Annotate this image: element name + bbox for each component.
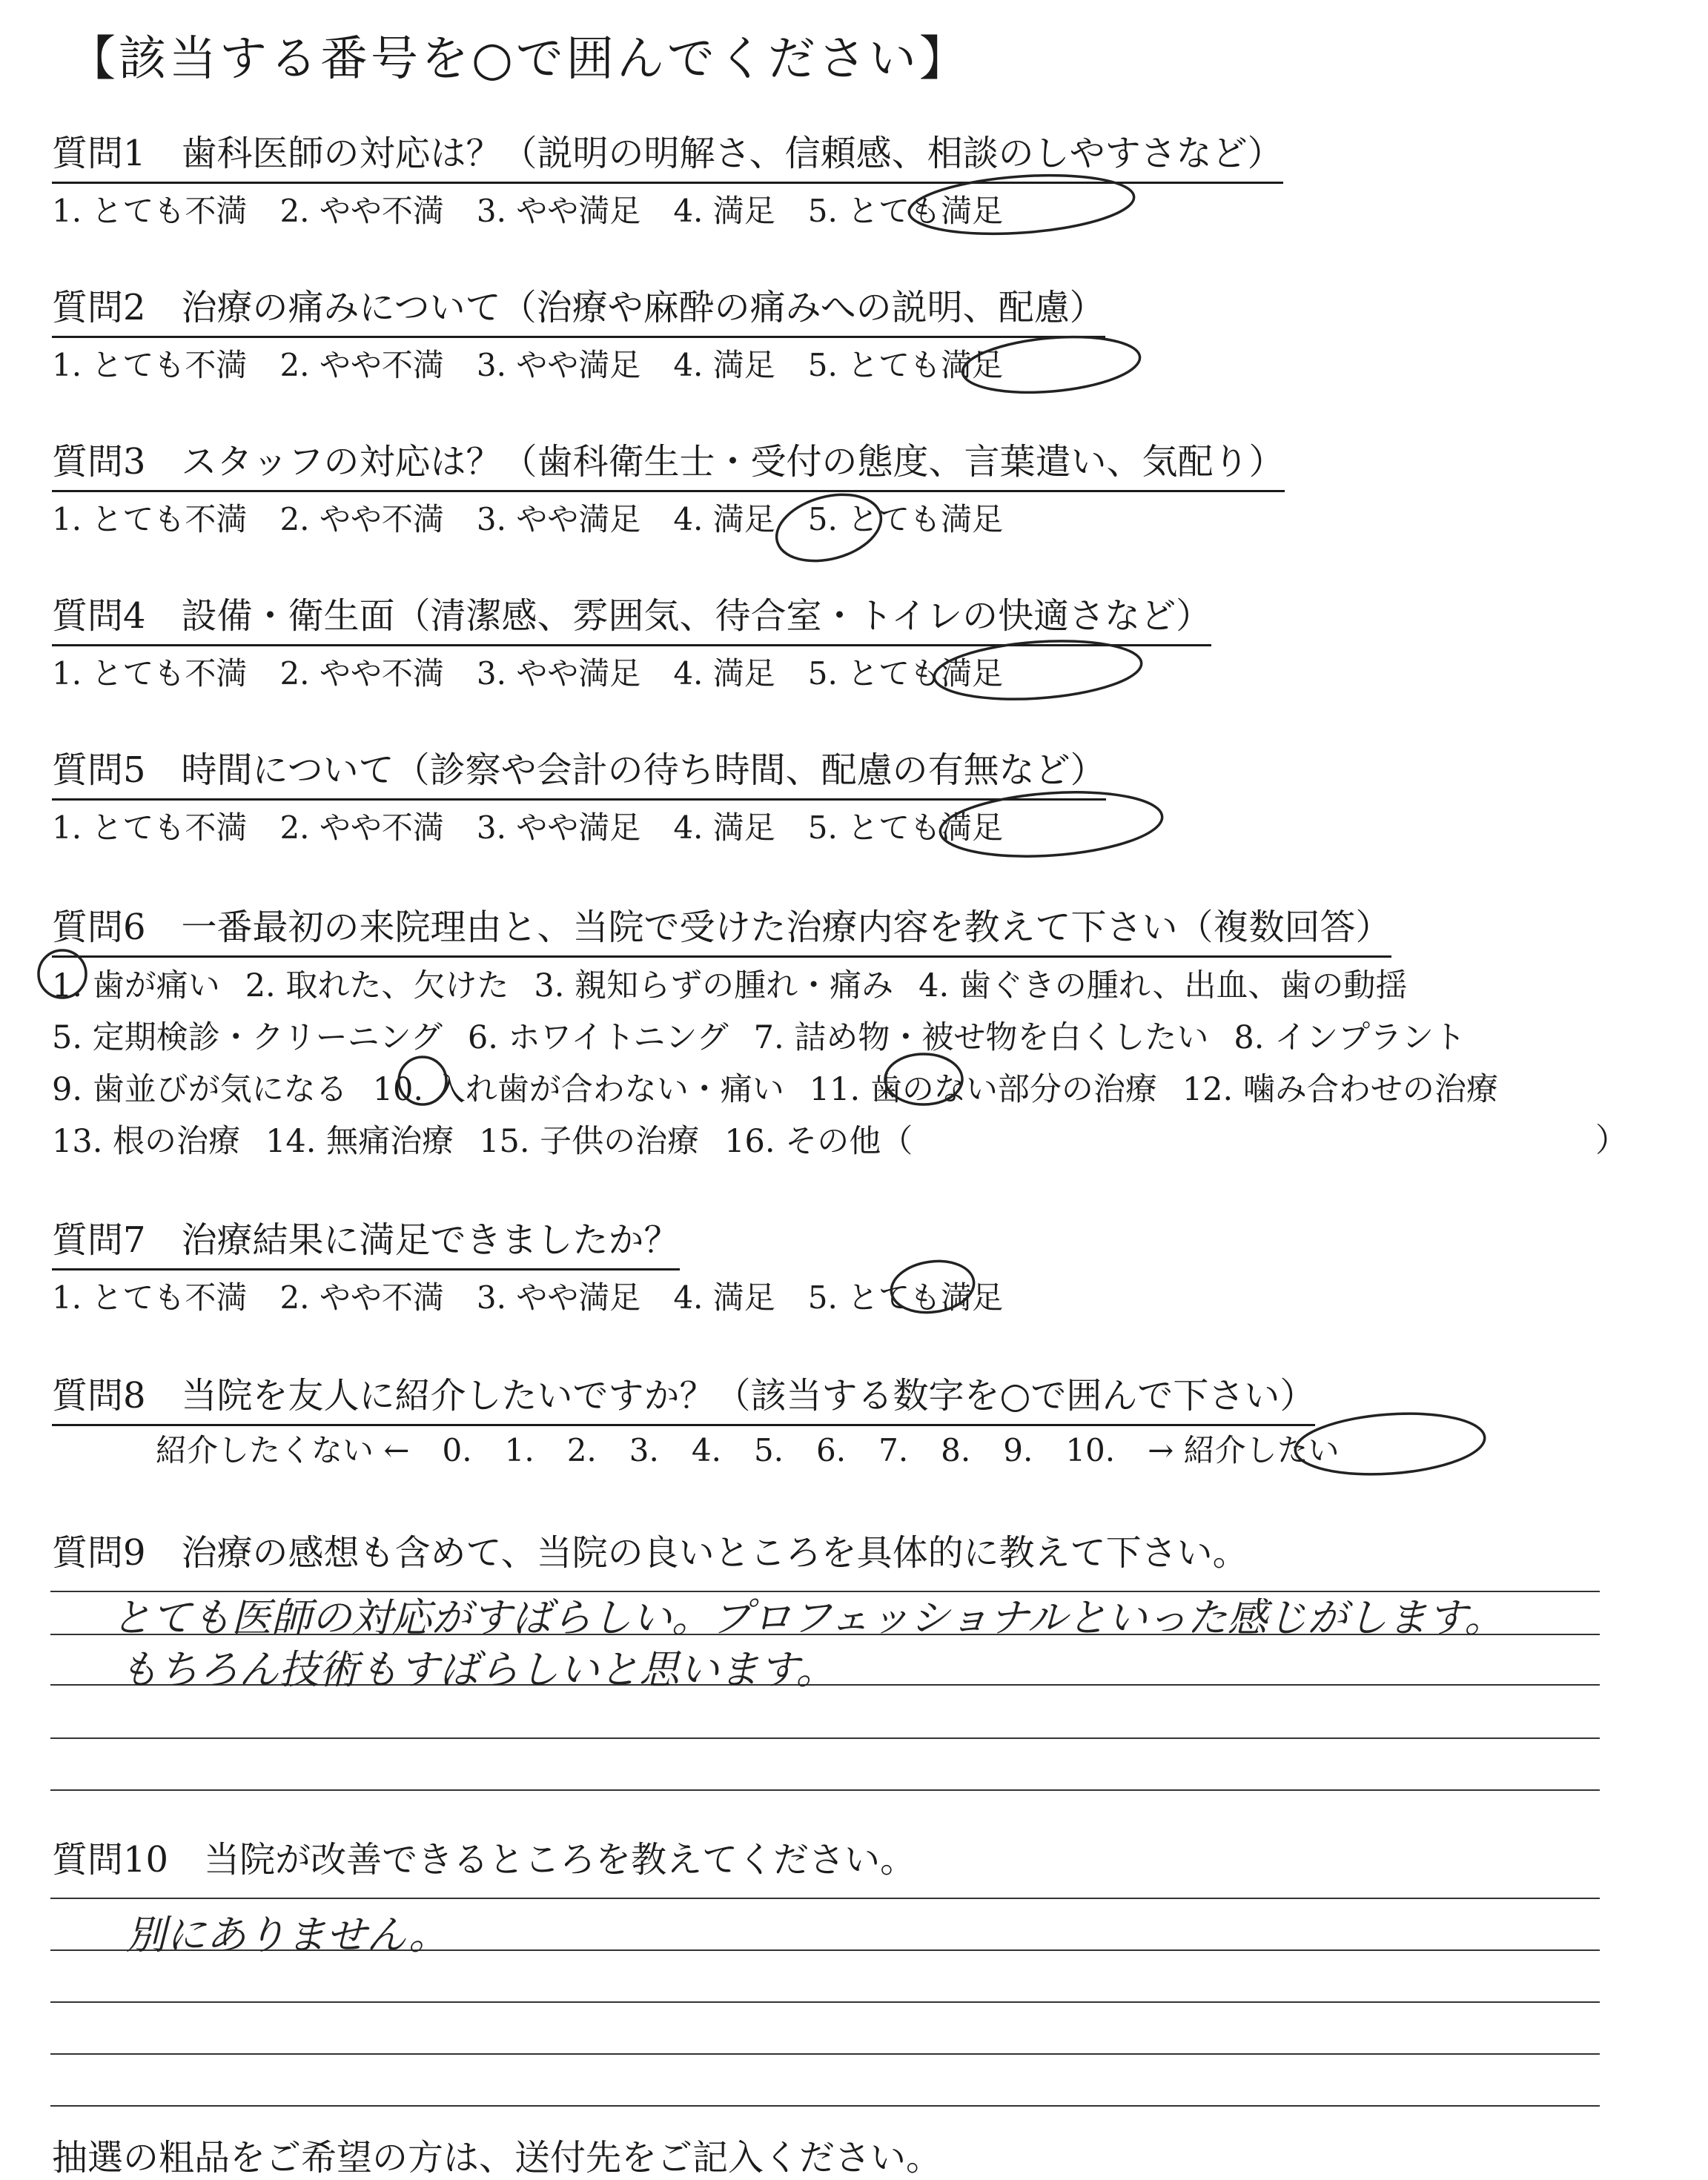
q6-option-14[interactable]: 14. 無痛治療: [265, 1123, 454, 1160]
question-3-title: 質問3 スタッフの対応は？（歯科衛生士・受付の態度、言葉遣い、気配り）: [52, 433, 1285, 492]
q8-score-3[interactable]: 3.: [629, 1432, 659, 1468]
q6-option-7[interactable]: 7. 詰め物・被せ物を白くしたい: [753, 1019, 1209, 1056]
question-2-title: 質問2 治療の痛みについて（治療や麻酔の痛みへの説明、配慮）: [52, 279, 1105, 338]
question-8-title: 質問8 当院を友人に紹介したいですか？（該当する数字を○で囲んで下さい）: [52, 1367, 1315, 1426]
q1-option-1[interactable]: 1. とても不満: [52, 193, 248, 229]
q6-option-8[interactable]: 8. インプラント: [1234, 1019, 1466, 1056]
q10-handwritten-answer[interactable]: 別にありません。: [126, 1912, 449, 1958]
q6-option-11[interactable]: 11. 歯のない部分の治療: [809, 1071, 1157, 1108]
q8-score-0[interactable]: 0.: [442, 1432, 472, 1468]
q5-option-3[interactable]: 3. やや満足: [476, 809, 641, 846]
q6-option-4[interactable]: 4. 歯ぐきの腫れ、出血、歯の動揺: [918, 967, 1408, 1004]
q1-option-4[interactable]: 4. 満足: [673, 193, 775, 229]
answer-line: [50, 2053, 1600, 2055]
answer-line: [50, 1737, 1600, 1739]
question-2-options: [52, 341, 1036, 385]
question-9-title: 質問9 治療の感想も含めて、当院の良いところを具体的に教えて下さい。: [52, 1532, 1248, 1574]
question-6-row-2: [52, 1013, 1491, 1058]
question-6-row-3: [52, 1064, 1523, 1110]
q1-option-3[interactable]: 3. やや満足: [476, 193, 641, 229]
q4-option-4[interactable]: 4. 満足: [673, 655, 775, 692]
q8-score-8[interactable]: 8.: [941, 1432, 971, 1468]
q4-option-3[interactable]: 3. やや満足: [476, 655, 641, 692]
q6-option-1[interactable]: 1. 歯が痛い: [52, 967, 220, 1004]
question-1-title: 質問1 歯科医師の対応は？（説明の明解さ、信頼感、相談のしやすさなど）: [52, 125, 1283, 184]
q8-score-5[interactable]: 5.: [753, 1432, 784, 1468]
q4-option-2[interactable]: 2. やや不満: [279, 655, 444, 692]
q9-handwritten-answer-2[interactable]: もちろん技術もすばらしいと思います。: [119, 1646, 836, 1693]
question-7-options: [52, 1273, 1036, 1318]
q7-option-1[interactable]: 1. とても不満: [52, 1279, 248, 1316]
q4-option-5[interactable]: 5. とても満足: [807, 655, 1004, 692]
q8-right-label[interactable]: → 紹介したい: [1148, 1432, 1340, 1468]
q3-option-5[interactable]: 5. とても満足: [807, 501, 1004, 537]
q6-option-6[interactable]: 6. ホワイトニング: [467, 1019, 729, 1056]
q6-other-close-paren: ）: [1595, 1122, 1628, 1159]
q9-handwritten-answer-1[interactable]: とても医師の対応がすばらしい。プロフェッショナルといった感じがします。: [111, 1594, 1505, 1641]
q3-option-1[interactable]: 1. とても不満: [52, 501, 248, 537]
q7-option-5[interactable]: 5. とても満足: [807, 1279, 1004, 1316]
footer-note: 抽選の粗品をご希望の方は、送付先をご記入ください。: [52, 2137, 942, 2179]
question-6-title: 質問6 一番最初の来院理由と、当院で受けた治療内容を教えて下さい（複数回答）: [52, 898, 1391, 958]
q1-option-2[interactable]: 2. やや不満: [279, 193, 444, 229]
q2-option-3[interactable]: 3. やや満足: [476, 347, 641, 383]
q2-option-2[interactable]: 2. やや不満: [279, 347, 444, 383]
q6-option-13[interactable]: 13. 根の治療: [52, 1123, 241, 1160]
q6-option-12[interactable]: 12. 噛み合わせの治療: [1182, 1071, 1498, 1108]
q8-score-6[interactable]: 6.: [816, 1432, 847, 1468]
question-1-options: [52, 187, 1036, 231]
q5-option-2[interactable]: 2. やや不満: [279, 809, 444, 846]
q3-option-2[interactable]: 2. やや不満: [279, 501, 444, 537]
q7-option-2[interactable]: 2. やや不満: [279, 1279, 444, 1316]
q8-score-4[interactable]: 4.: [691, 1432, 721, 1468]
q6-option-15[interactable]: 15. 子供の治療: [479, 1123, 700, 1160]
answer-line: [50, 2001, 1600, 2003]
q5-option-4[interactable]: 4. 満足: [673, 809, 775, 846]
question-6-row-1: [52, 961, 1432, 1006]
question-3-options: [52, 495, 1036, 540]
answer-line: [50, 2105, 1600, 2107]
q6-option-3[interactable]: 3. 親知らずの腫れ・痛み: [534, 967, 894, 1004]
q6-option-5[interactable]: 5. 定期検診・クリーニング: [52, 1019, 443, 1056]
question-8-scale: [156, 1426, 1372, 1471]
q8-score-7[interactable]: 7.: [878, 1432, 909, 1468]
question-4-title: 質問4 設備・衛生面（清潔感、雰囲気、待合室・トイレの快適さなど）: [52, 587, 1211, 646]
q7-option-4[interactable]: 4. 満足: [673, 1279, 775, 1316]
q6-option-10[interactable]: 10. 入れ歯が合わない・痛い: [372, 1071, 784, 1108]
q8-score-1[interactable]: 1.: [504, 1432, 534, 1468]
q7-option-3[interactable]: 3. やや満足: [476, 1279, 641, 1316]
q3-option-4[interactable]: 4. 満足: [673, 501, 775, 537]
q5-option-1[interactable]: 1. とても不満: [52, 809, 248, 846]
answer-line: [50, 1898, 1600, 1899]
q3-option-3[interactable]: 3. やや満足: [476, 501, 641, 537]
page-heading: 【該当する番号を○で囲んでください】: [68, 32, 970, 87]
q1-option-5[interactable]: 5. とても満足: [807, 193, 1004, 229]
question-4-options: [52, 649, 1036, 694]
question-10-title: 質問10 当院が改善できるところを教えてください。: [52, 1839, 916, 1881]
question-7-title: 質問7 治療結果に満足できましたか？: [52, 1211, 680, 1270]
answer-line: [50, 1789, 1600, 1791]
q6-option-16[interactable]: 16. その他（: [724, 1123, 913, 1160]
question-5-options: [52, 804, 1036, 848]
q6-option-2[interactable]: 2. 取れた、欠けた: [245, 967, 509, 1004]
q2-option-1[interactable]: 1. とても不満: [52, 347, 248, 383]
q5-option-5[interactable]: 5. とても満足: [807, 809, 1004, 846]
question-6-row-4: [52, 1116, 938, 1162]
q6-option-9[interactable]: 9. 歯並びが気になる: [52, 1071, 348, 1108]
question-5-title: 質問5 時間について（診察や会計の待ち時間、配慮の有無など）: [52, 741, 1106, 801]
q2-option-5[interactable]: 5. とても満足: [807, 347, 1004, 383]
q8-left-label: 紹介したくない ←: [156, 1432, 410, 1468]
q8-score-10[interactable]: 10.: [1065, 1432, 1116, 1468]
q2-option-4[interactable]: 4. 満足: [673, 347, 775, 383]
q8-score-9[interactable]: 9.: [1003, 1432, 1033, 1468]
q8-score-2[interactable]: 2.: [566, 1432, 597, 1468]
q4-option-1[interactable]: 1. とても不満: [52, 655, 248, 692]
